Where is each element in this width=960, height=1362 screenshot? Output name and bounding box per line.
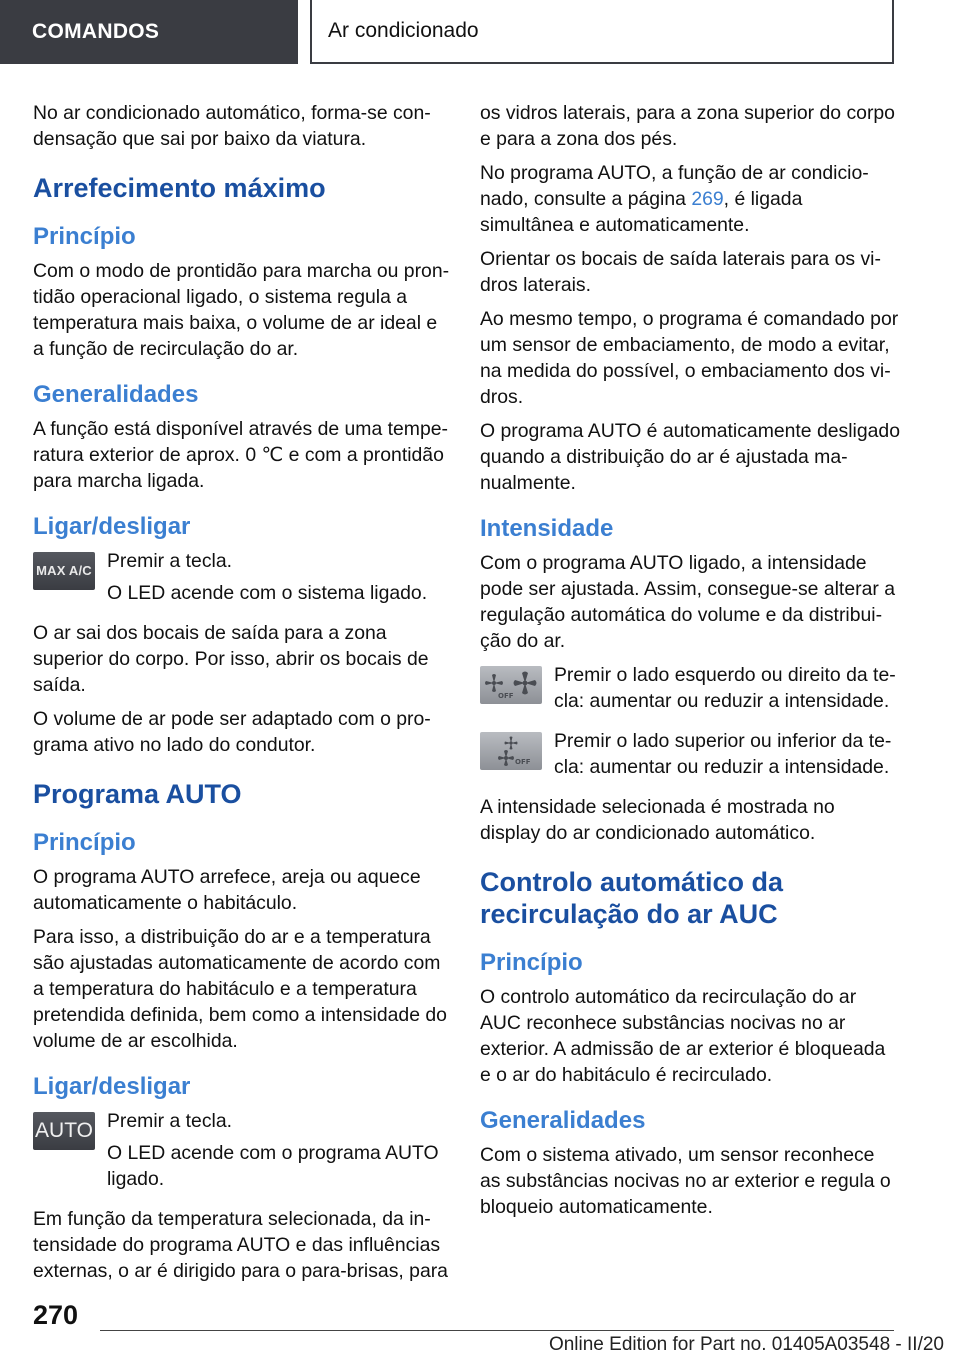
subheading: Generalidades [33,381,199,408]
paragraph: A função está disponível através de uma temperatura exterior de aprox. 0 ℃ e com a prontidão para marcha ligada. [33,418,448,492]
page-number: 270 [33,1300,79,1330]
key-instruction-text [107,548,427,612]
subheading: Princípio [33,829,136,856]
paragraph: Para isso, a distribuição do ar e a temperatura são ajustadas automaticamente de acordo com a temperatura do habitáculo e a temperatura pretendida definida, bem como a intensidade do volume de ar escolhida. [33,926,447,1052]
auto-key-label: AUTO [35,1119,93,1142]
fan-off-label: OFF [498,692,514,700]
left-column [33,100,451,1292]
subheading: Intensidade [480,515,614,542]
subheading: Generalidades [480,1107,646,1134]
paragraph: Com o programa AUTO ligado, a intensidade pode ser ajustada. Assim, consegue-se alterar a regulação automática do volume e da distribuição do ar. [480,552,895,652]
key-instruction [33,548,451,612]
max-ac-key-icon [33,552,95,590]
heading-max-cooling: Arrefecimento máximo [33,173,326,203]
paragraph: O programa AUTO é automaticamente desligado quando a distribuição do ar é ajustada manualmente. [480,420,900,494]
key-instruction [480,662,900,720]
instruction-line: O LED acende com o programa AUTO ligado. [107,1142,439,1190]
max-ac-key-label: MAX A/C [36,563,92,578]
subheading: Ligar/desligar [33,1073,191,1100]
paragraph: os vidros laterais, para a zona superior do corpo e para a zona dos pés. [480,102,895,150]
footer-divider [100,1330,894,1331]
fan-icon [480,732,542,770]
right-column [480,100,900,1228]
paragraph: Ao mesmo tempo, o programa é comandado por um sensor de embaciamento, de modo a evitar, na medida do possível, o embaciamento dos vidros. [480,308,899,408]
paragraph: O volume de ar pode ser adaptado com o programa ativo no lado do condutor. [33,708,431,756]
paragraph: No programa AUTO, a função de ar condicionado, consulte a página 269, é ligada simultânea e automaticamente. [480,162,869,236]
subheading: Princípio [480,949,583,976]
fan-off-label: OFF [515,758,531,766]
instruction-line: Premir o lado esquerdo ou direito da tecla: aumentar ou reduzir a intensidade. [554,664,896,712]
instruction-line: Premir a tecla. [107,1110,232,1132]
chapter-title: Ar condicionado [328,19,479,42]
auto-key-icon [33,1112,95,1150]
paragraph: A intensidade selecionada é mostrada no display do ar condicionado automático. [480,796,835,844]
key-instruction [480,728,900,786]
heading-auto-program: Programa AUTO [33,779,242,809]
paragraph: O programa AUTO arrefece, areja ou aquece automaticamente o habitáculo. [33,866,421,914]
section-tab [0,0,298,64]
instruction-line: Premir o lado superior ou inferior da tecla: aumentar ou reduzir a intensidade. [554,730,892,778]
fan-icon [480,666,542,704]
fan-speed-horizontal-key-icon [480,666,542,704]
paragraph: Em função da temperatura selecionada, da intensidade do programa AUTO e das influências externas, o ar é dirigido para o para-brisas, para [33,1208,448,1282]
key-instruction-text [107,1108,451,1198]
chapter-header [310,0,894,64]
paragraph: Com o sistema ativado, um sensor reconhece as substâncias nocivas no ar exterior e regula o bloqueio automaticamente. [480,1144,891,1218]
subheading: Princípio [33,223,136,250]
section-title: COMANDOS [32,20,160,43]
instruction-line: Premir a tecla. [107,550,232,572]
edition-footer: Online Edition for Part no. 01405A03548 - II/20 [548,1334,944,1355]
paragraph: Orientar os bocais de saída laterais para os vidros laterais. [480,248,881,296]
paragraph: O ar sai dos bocais de saída para a zona superior do corpo. Por isso, abrir os bocais de saída. [33,622,429,696]
paragraph: O controlo automático da recirculação do ar AUC reconhece substâncias nocivas no ar exterior. A admissão de ar exterior é bloqueada e o ar do habitáculo é recirculado. [480,986,886,1086]
fan-speed-vertical-key-icon [480,732,542,770]
subheading: Ligar/desligar [33,513,191,540]
paragraph: Com o modo de prontidão para marcha ou prontidão operacional ligado, o sistema regula a temperatura mais baixa, o volume de ar ideal e a função de recirculação do ar. [33,260,450,360]
key-instruction-text [554,728,900,786]
key-instruction-text [554,662,900,720]
instruction-line: O LED acende com o sistema ligado. [107,582,428,604]
heading-auc: Controlo automático da recirculação do ar AUC [480,867,783,929]
page-reference-link[interactable]: 269 [691,188,724,210]
paragraph: No ar condicionado automático, forma-se condensação que sai por baixo da viatura. [33,102,431,150]
key-instruction [33,1108,451,1198]
